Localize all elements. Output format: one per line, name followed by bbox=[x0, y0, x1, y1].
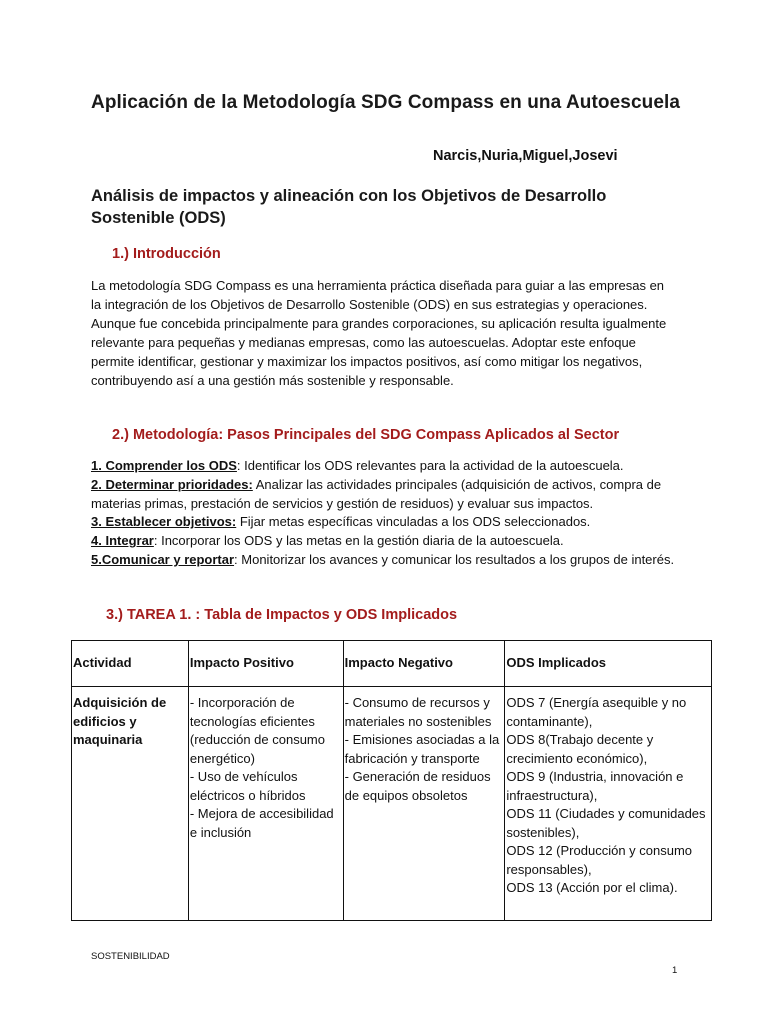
methodology-steps bbox=[91, 457, 691, 570]
step-text: Analizar las actividades principales (adquisición de activos, compra de materias primas, prestación de servicios y gestión de residuos) y evaluar sus impactos. bbox=[91, 476, 662, 511]
step-item bbox=[91, 532, 691, 551]
negativo-list bbox=[345, 687, 505, 805]
list-item: ODS 12 (Producción y consumo responsables), bbox=[506, 843, 693, 877]
cell-actividad bbox=[72, 687, 189, 921]
document-subtitle: Análisis de impactos y alineación con los Objetivos de Desarrollo Sostenible (ODS) bbox=[91, 187, 607, 227]
section-1-heading: 1.) Introducción bbox=[112, 246, 221, 262]
section-2-heading: 2.) Metodología: Pasos Principales del SDG Compass Aplicados al Sector bbox=[112, 427, 620, 443]
list-item: - Generación de residuos de equipos obsoletos bbox=[344, 769, 491, 803]
step-item bbox=[91, 551, 691, 570]
header-impacto-positivo: Impacto Positivo bbox=[188, 641, 343, 687]
header-ods-implicados: ODS Implicados bbox=[505, 641, 712, 687]
page-footer: SOSTENIBILIDAD bbox=[91, 951, 170, 962]
step-item bbox=[91, 513, 691, 532]
ods-list bbox=[506, 687, 711, 898]
actividad-text: Adquisición de edificios y maquinaria bbox=[73, 695, 167, 747]
step-text: Fijar metas específicas vinculadas a los ODS seleccionados. bbox=[236, 514, 591, 530]
section-3-heading: 3.) TAREA 1. : Tabla de Impactos y ODS Implicados bbox=[106, 607, 458, 623]
list-item: ODS 11 (Ciudades y comunidades sostenibles), bbox=[506, 806, 706, 840]
step-label: 2. Determinar prioridades: bbox=[91, 476, 253, 492]
list-item: - Incorporación de tecnologías eficientes (reducción de consumo energético) bbox=[189, 695, 325, 766]
step-text: : Identificar los ODS relevantes para la actividad de la autoescuela. bbox=[236, 458, 624, 473]
table-row bbox=[72, 687, 712, 921]
header-actividad: Actividad bbox=[72, 641, 189, 687]
step-text: : Monitorizar los avances y comunicar los resultados a los grupos de interés. bbox=[234, 551, 675, 567]
step-text: : Incorporar los ODS y las metas en la gestión diaria de la autoescuela. bbox=[153, 533, 564, 549]
step-item bbox=[91, 457, 691, 476]
list-item: ODS 13 (Acción por el clima). bbox=[506, 880, 678, 895]
step-label: 1. Comprender los ODS bbox=[91, 458, 237, 473]
list-item: ODS 7 (Energía asequible y no contaminante), bbox=[506, 695, 687, 729]
introduction-paragraph: La metodología SDG Compass es una herramienta práctica diseñada para guiar a las empresas en la integración de los Objetivos de Desarrollo Sostenible (ODS) en sus estrategias y operaciones. Aunque fue concebida principalmente para grandes corporaciones, su aplicación resulta igualmente relevante para pequeñas y medianas empresas, como las autoescuelas. Adoptar este enfoque permite identificar, gestionar y maximizar los impactos positivos, así como mitigar los negativos, contribuyendo así a una gestión más sostenible y responsable. bbox=[91, 278, 667, 388]
step-label: 3. Establecer objetivos: bbox=[91, 514, 237, 530]
list-item: ODS 8(Trabajo decente y crecimiento económico), bbox=[506, 732, 654, 766]
list-item: - Uso de vehículos eléctricos o híbridos bbox=[189, 769, 306, 803]
step-item bbox=[91, 476, 691, 514]
cell-ods-implicados bbox=[505, 687, 712, 921]
list-item: - Mejora de accesibilidad e inclusión bbox=[189, 806, 334, 840]
list-item: - Consumo de recursos y materiales no sostenibles bbox=[344, 695, 492, 729]
authors: Narcis,Nuria,Miguel,Josevi bbox=[433, 148, 618, 164]
header-impacto-negativo: Impacto Negativo bbox=[343, 641, 505, 687]
cell-impacto-positivo bbox=[188, 687, 343, 921]
cell-impacto-negativo bbox=[343, 687, 505, 921]
step-label: 5.Comunicar y reportar bbox=[91, 551, 235, 567]
positivo-list bbox=[190, 687, 343, 842]
step-label: 4. Integrar bbox=[91, 533, 154, 549]
document-title: Aplicación de la Metodología SDG Compass en una Autoescuela bbox=[91, 92, 681, 113]
list-item: ODS 9 (Industria, innovación e infraestructura), bbox=[506, 769, 684, 803]
page-number: 1 bbox=[672, 965, 678, 976]
impacts-table bbox=[71, 640, 712, 921]
table-header-row bbox=[72, 641, 712, 687]
list-item: - Emisiones asociadas a la fabricación y transporte bbox=[344, 732, 500, 766]
